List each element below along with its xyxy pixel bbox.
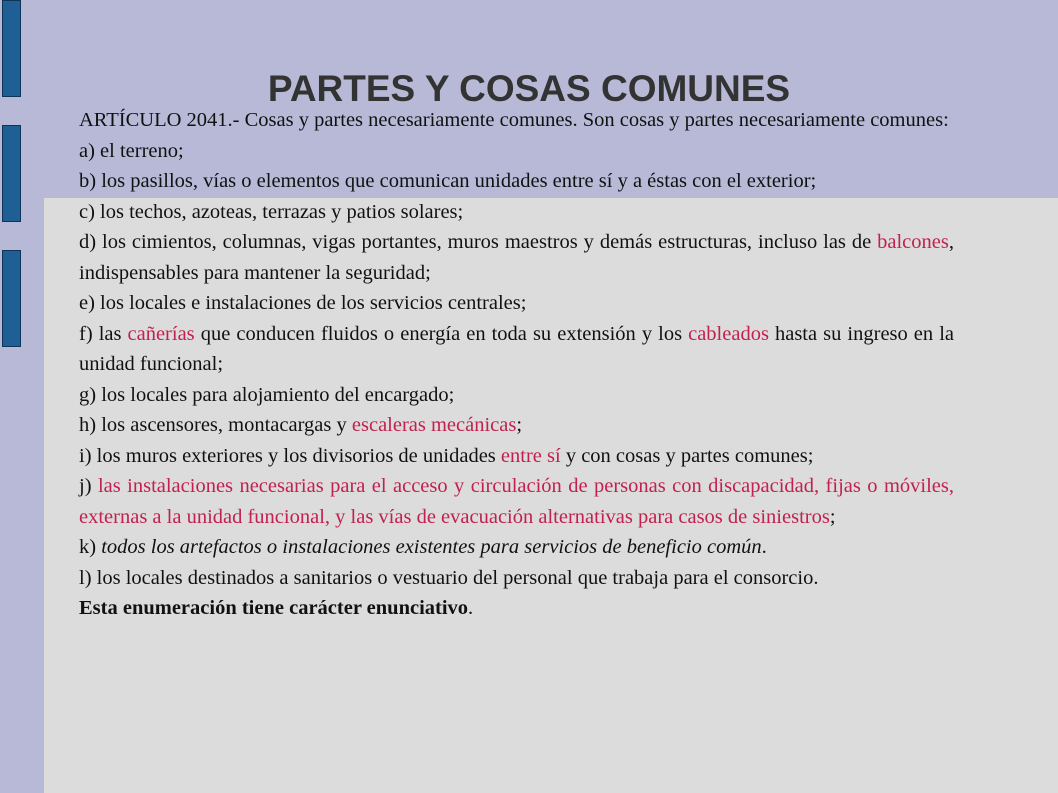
item-d-text-end: , indispensables para mantener la seguridad;	[79, 231, 954, 284]
accent-bar	[2, 250, 21, 347]
item-c: c) los techos, azoteas, terrazas y patios solares;	[79, 200, 464, 223]
item-j-highlight: las instalaciones necesarias para el acceso y circulación de personas con discapacidad, fijas o móviles, externas a la unidad funcional, y las vías de evacuación alternativas para casos de siniestros	[79, 475, 954, 528]
item-d	[79, 227, 954, 288]
slide-title: PARTES Y COSAS COMUNES	[267, 68, 791, 109]
item-h-text: h) los ascensores, montacargas y	[79, 414, 352, 436]
item-h	[79, 410, 954, 441]
closing-end: .	[468, 597, 474, 619]
item-f	[79, 319, 954, 380]
item-h-text-end: ;	[516, 414, 523, 436]
item-k	[79, 532, 954, 563]
article-text	[79, 105, 954, 624]
item-e: e) los locales e instalaciones de los servicios centrales;	[79, 292, 527, 314]
item-k-italic: todos los artefactos o instalaciones existentes para servicios de beneficio común	[101, 536, 762, 558]
item-i-text: i) los muros exteriores y los divisorios de unidades	[79, 444, 501, 467]
item-f-text-end: hasta su ingreso en la unidad funcional;	[79, 322, 954, 375]
closing-bold: Esta enumeración tiene carácter enunciativo	[79, 597, 469, 619]
item-b: b) los pasillos, vías o elementos que comunican unidades entre sí y a éstas con el exterior;	[79, 170, 817, 192]
item-h-highlight: escaleras mecánicas	[351, 414, 517, 436]
item-k-text: k)	[79, 536, 102, 558]
item-f-text: f) las	[79, 322, 128, 345]
item-f-text-mid: que conducen fluidos o energía en toda su extensión y los	[194, 322, 689, 345]
item-d-text: d) los cimientos, columnas, vigas portantes, muros maestros y demás estructuras, incluso las de	[79, 231, 878, 253]
item-i-highlight: entre sí	[500, 444, 561, 467]
item-g: g) los locales para alojamiento del encargado;	[79, 383, 455, 406]
accent-bar	[2, 125, 21, 222]
item-k-text-end: .	[761, 536, 767, 558]
item-j-text: j)	[79, 475, 98, 497]
item-f-highlight: cañerías	[127, 322, 195, 345]
item-a: a) el terreno;	[79, 139, 184, 162]
item-l: l) los locales destinados a sanitarios o vestuario del personal que trabaja para el consorcio.	[79, 566, 819, 589]
item-f-highlight-2: cableados	[688, 322, 769, 345]
item-i-text-end: y con cosas y partes comunes;	[560, 444, 814, 467]
item-j	[79, 471, 954, 532]
item-j-text-end: ;	[829, 505, 836, 528]
left-strip	[0, 0, 44, 793]
item-i	[79, 441, 954, 472]
closing-statement	[79, 593, 954, 624]
item-d-highlight: balcones	[877, 231, 949, 253]
article-intro: ARTÍCULO 2041.- Cosas y partes necesariamente comunes. Son cosas y partes necesariamente comunes:	[79, 109, 949, 131]
